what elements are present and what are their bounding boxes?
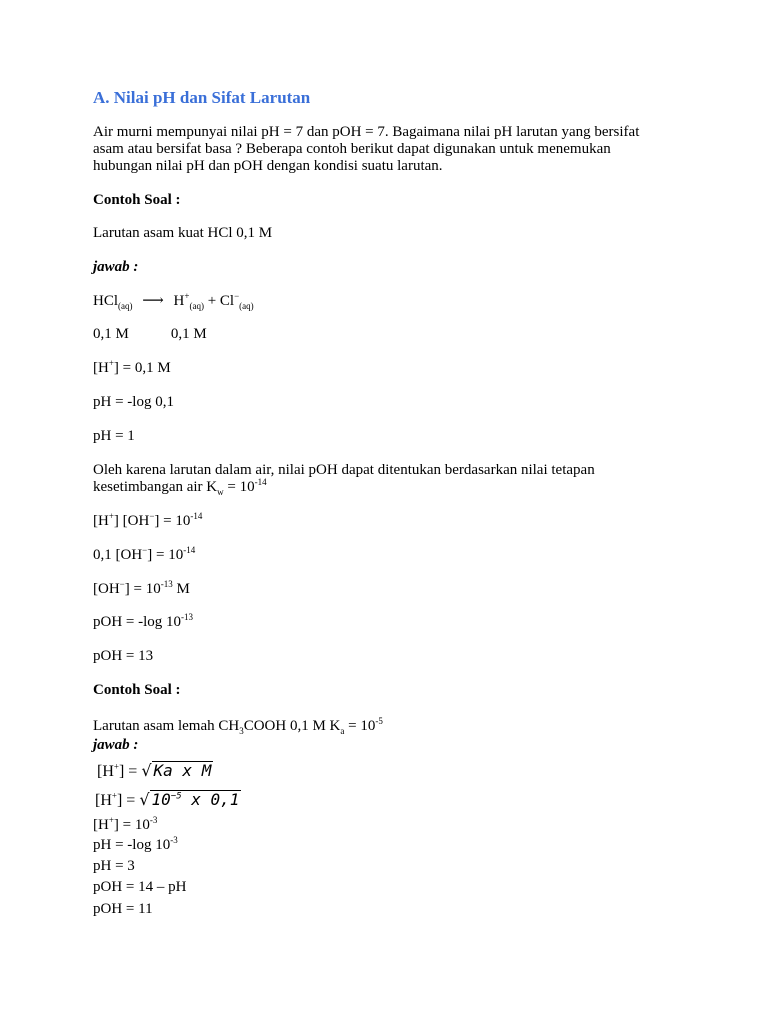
kw1-exp: -14 bbox=[190, 511, 203, 521]
f2-exp: −5 bbox=[170, 791, 182, 802]
kw1-h: [H bbox=[93, 513, 109, 529]
f1-eq: ] = bbox=[118, 763, 142, 780]
kw2-oh-charge: − bbox=[142, 545, 148, 555]
oh-unit: M bbox=[172, 581, 190, 597]
result-poh: pOH = 11 bbox=[93, 901, 153, 917]
eq-product-h: H bbox=[173, 293, 185, 309]
kw2-eq: ] = 10 bbox=[147, 547, 184, 563]
eq-product-cl: + Cl bbox=[207, 293, 235, 309]
kw-line-1 bbox=[93, 513, 202, 530]
h-bracket: [H bbox=[93, 360, 109, 376]
eq-product-h-charge: + bbox=[184, 291, 190, 301]
p2-text-a: Larutan asam lemah CH bbox=[93, 718, 240, 734]
oh-eq: ] = 10 bbox=[124, 581, 161, 597]
example-2-problem bbox=[93, 718, 383, 735]
kw1-oh-charge: − bbox=[149, 511, 155, 521]
p2-text-b: COOH 0,1 M K bbox=[243, 718, 341, 734]
p2-exp: -5 bbox=[375, 716, 383, 726]
formula-sqrt-2 bbox=[95, 790, 241, 809]
h-value: ] = 0,1 M bbox=[113, 360, 171, 376]
conc-hcl: 0,1 M bbox=[93, 326, 129, 342]
poh-calc-1 bbox=[93, 614, 193, 631]
note-line-2 bbox=[93, 479, 267, 496]
result-ph: pH = 3 bbox=[93, 858, 135, 874]
result-h bbox=[93, 817, 157, 834]
oh-exp: -13 bbox=[160, 579, 173, 589]
sqrt-icon: √ bbox=[141, 761, 152, 780]
example-1-jawab: jawab : bbox=[93, 259, 139, 275]
oh-charge: − bbox=[119, 579, 125, 589]
result-poh-formula: pOH = 14 – pH bbox=[93, 879, 187, 895]
f2-lhs: [H bbox=[95, 792, 112, 809]
kw2-exp: -14 bbox=[183, 545, 196, 555]
sqrt-icon: √ bbox=[139, 790, 150, 809]
f1-charge: + bbox=[113, 761, 119, 772]
f2-charge: + bbox=[111, 790, 117, 801]
ph-calc-2: pH = 1 bbox=[93, 428, 135, 444]
conc-h: 0,1 M bbox=[170, 326, 207, 342]
f1-radicand: Ka x M bbox=[153, 761, 212, 780]
r1-h: [H bbox=[93, 817, 109, 833]
oh-concentration bbox=[93, 581, 190, 598]
h-concentration bbox=[93, 360, 171, 377]
kw-exp: -14 bbox=[254, 477, 267, 487]
f2-base: 10 bbox=[151, 790, 171, 809]
r1-charge: + bbox=[108, 815, 114, 825]
poh-calc-2: pOH = 13 bbox=[93, 648, 154, 664]
intro-line-1: Air murni mempunyai nilai pH = 7 dan pOH = 7. Bagaimana nilai pH larutan yang bersifat bbox=[93, 124, 640, 140]
poh1-text: pOH = -log 10 bbox=[93, 614, 182, 630]
p2-text-c: = 10 bbox=[344, 718, 376, 734]
p2-sub-3: 3 bbox=[239, 726, 244, 736]
kw1-oh: ] [OH bbox=[113, 513, 150, 529]
kw-sub: w bbox=[217, 487, 224, 497]
ph-calc-1: pH = -log 0,1 bbox=[93, 394, 174, 410]
example-1-title: Contoh Soal : bbox=[93, 192, 181, 208]
kw-eq: = 10 bbox=[223, 479, 255, 495]
poh1-exp: -13 bbox=[181, 612, 194, 622]
f2-radicand bbox=[150, 790, 242, 808]
note-line-1: Oleh karena larutan dalam air, nilai pOH dapat ditentukan berdasarkan nilai tetapan bbox=[93, 462, 595, 478]
r2-text: pH = -log 10 bbox=[93, 837, 171, 853]
kw-line-2 bbox=[93, 547, 195, 564]
kw1-h-charge: + bbox=[108, 511, 114, 521]
example-1-problem: Larutan asam kuat HCl 0,1 M bbox=[93, 225, 273, 241]
oh-bracket: [OH bbox=[93, 581, 120, 597]
eq-reactant-state: (aq) bbox=[118, 301, 133, 311]
note-text: kesetimbangan air K bbox=[93, 479, 218, 495]
reaction-equation bbox=[93, 293, 254, 310]
r1-eq: ] = 10 bbox=[113, 817, 150, 833]
f1-lhs: [H bbox=[97, 763, 114, 780]
section-heading: A. Nilai pH dan Sifat Larutan bbox=[93, 88, 311, 107]
eq-product-h-state: (aq) bbox=[189, 301, 204, 311]
formula-sqrt-1 bbox=[97, 761, 213, 780]
concentration-row bbox=[93, 326, 207, 343]
kw2-oh: 0,1 [OH bbox=[93, 547, 143, 563]
p2-sub-a: a bbox=[340, 726, 345, 736]
intro-line-2: asam atau bersifat basa ? Beberapa contoh berikut dapat digunakan untuk menemukan bbox=[93, 141, 611, 157]
example-2-jawab: jawab : bbox=[93, 737, 139, 753]
result-ph-log bbox=[93, 837, 178, 854]
f2-tail: x 0,1 bbox=[181, 790, 240, 809]
reaction-arrow: ⟶ bbox=[142, 293, 164, 309]
f2-eq: ] = bbox=[116, 792, 140, 809]
h-charge: + bbox=[108, 358, 114, 368]
r1-exp: -3 bbox=[149, 815, 158, 825]
eq-reactant: HCl bbox=[93, 293, 119, 309]
eq-product-cl-state: (aq) bbox=[239, 301, 254, 311]
r2-exp: -3 bbox=[170, 835, 178, 845]
kw1-eq: ] = 10 bbox=[154, 513, 191, 529]
intro-line-3: hubungan nilai pH dan pOH dengan kondisi suatu larutan. bbox=[93, 158, 443, 174]
example-2-title: Contoh Soal : bbox=[93, 682, 181, 698]
eq-product-cl-charge: − bbox=[234, 291, 240, 301]
